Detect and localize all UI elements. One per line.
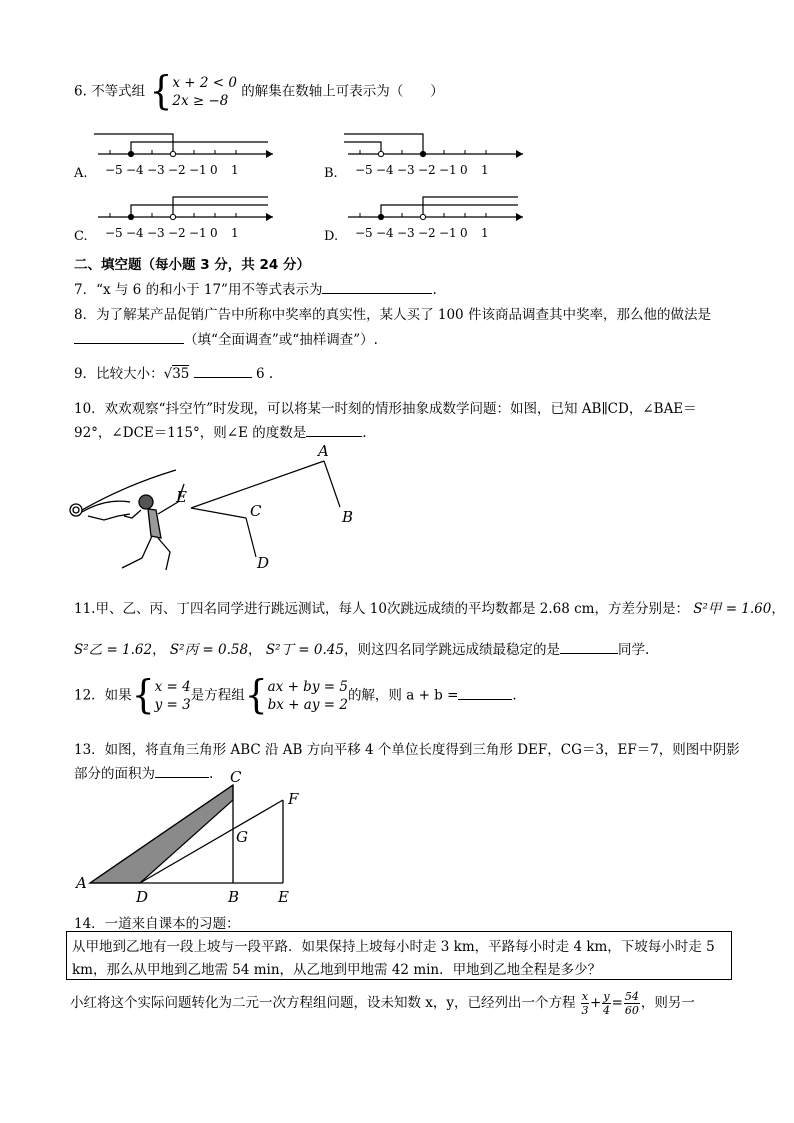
q9-pre: 9．比较大小： (74, 366, 164, 382)
tick-label: −3 (147, 163, 165, 177)
tick-label: −4 (376, 163, 394, 177)
q11-line1: 11.甲、乙、丙、丁四名同学进行跳远测试，每人 10次跳远成绩的平均数都是 2.68 cm，方差分别是： S²甲 = 1.60， (74, 601, 785, 617)
q8-answer-blank[interactable] (74, 329, 184, 344)
fraction-x-over-3 (581, 990, 589, 1017)
point-C: C (250, 502, 262, 520)
solution-ray (173, 197, 268, 217)
sqrt-sign: √ (163, 366, 173, 382)
tick-label: −1 (189, 163, 207, 177)
q12-mid: 是方程组 (190, 687, 245, 704)
axis-arrow (266, 213, 273, 221)
frac3-num: 54 (624, 990, 639, 1003)
q14-box-line2: km，那么从甲地到乙地需 54 min，从乙地到甲地需 42 min．甲地到乙地全程是多少？ (72, 962, 602, 978)
tick-label: 1 (231, 226, 239, 240)
q9-answer-blank[interactable] (194, 363, 252, 378)
tick-label: −3 (397, 226, 415, 240)
q12-solution (155, 678, 191, 714)
option-label[interactable]: B. (324, 166, 338, 181)
q12 (74, 672, 517, 718)
diabolo-player-illustration (70, 470, 184, 570)
q9-radicand: 35 (172, 366, 190, 382)
q10-line1: 10．欢欢观察“抖空竹”时发现，可以将某一时刻的情形抽象成数学问题：如图，已知 AB∥CD，∠BAE＝ (74, 401, 697, 417)
option-label[interactable]: A. (74, 166, 88, 181)
fig13-point-B: B (228, 888, 240, 906)
point-minus-4 (378, 151, 383, 156)
q7-end: . (432, 282, 437, 298)
q12-post: 的解，则 a + b = (347, 687, 459, 704)
q6-eq2: 2x ≥ −8 (172, 93, 229, 109)
tick-label: 1 (481, 163, 489, 177)
point-D: D (257, 554, 270, 572)
q13-line2-text: 部分的面积为 (74, 766, 155, 782)
q7-text: 7．“x 与 6 的和小于 17”用不等式表示为 (74, 282, 323, 298)
q10-figure (66, 440, 366, 580)
q12-pre: 12．如果 (74, 687, 132, 704)
variance-jia: S²甲 = 1.60 (693, 601, 772, 617)
solution-ray (344, 142, 381, 154)
fraction-54-over-60 (624, 990, 640, 1017)
frac1-num: x (581, 990, 589, 1003)
fig13-point-D: D (136, 888, 149, 906)
q11-text: 11.甲、乙、丙、丁四名同学进行跳远测试，每人 10次跳远成绩的平均数都是 2.68 cm，方差分别是： (74, 601, 689, 617)
section-heading: 二、填空题（每小题 3 分，共 24 分） (74, 257, 310, 273)
fig13-point-A: A (76, 874, 87, 892)
tick-label: 0 (460, 226, 468, 240)
q7-answer-blank[interactable] (322, 279, 432, 294)
point-A: A (318, 442, 329, 460)
q14-last-text: 小红将这个实际问题转化为二元一次方程组问题，设未知数 x，y，已经列出一个方程 (70, 995, 576, 1011)
tick-label: 0 (460, 163, 468, 177)
q12-sol1: x = 4 (154, 679, 191, 695)
tick-label: 1 (481, 226, 489, 240)
point-minus-4 (378, 214, 383, 219)
q7 (74, 278, 437, 298)
frac2-den: 4 (602, 1004, 610, 1017)
option-label[interactable]: D. (324, 229, 339, 244)
q10-lines (191, 461, 340, 557)
point-minus-4 (128, 151, 133, 156)
tick-label: −2 (418, 163, 436, 177)
tick-label: −1 (439, 163, 457, 177)
q9-post: 6 . (255, 366, 274, 382)
q13-line1: 13．如图，将直角三角形 ABC 沿 AB 方向平移 4 个单位长度得到三角形 DEF，CG＝3，EF＝7，则图中阴影 (74, 742, 740, 758)
tick-label: −2 (168, 226, 186, 240)
tick-label: −5 (105, 226, 123, 240)
q12-brace1: { (131, 672, 155, 718)
tick-label: 1 (231, 163, 239, 177)
point-minus-2 (420, 151, 425, 156)
q6-brace: { (149, 68, 173, 114)
q12-eq2: bx + ay = 2 (267, 697, 348, 713)
q6-pre: 不等式组 (91, 83, 146, 100)
tick-label: −3 (397, 163, 415, 177)
point-minus-2 (170, 151, 175, 156)
tick-label: −4 (376, 226, 394, 240)
tick-label: 0 (210, 163, 218, 177)
solution-ray (344, 134, 423, 154)
tick-label: 0 (210, 226, 218, 240)
variance-yi: S²乙 = 1.62 (74, 642, 153, 658)
point-E: E (176, 488, 187, 506)
number-line-option-1 (324, 122, 534, 182)
tick-label: −5 (355, 163, 373, 177)
option-label[interactable]: C. (74, 229, 88, 244)
q6-eq1: x + 2 < 0 (172, 75, 237, 91)
q6-system (172, 74, 237, 110)
fraction-y-over-4 (602, 990, 610, 1017)
frac2-num: y (603, 990, 610, 1003)
number-line-option-3 (324, 185, 534, 245)
point-minus-2 (170, 214, 175, 219)
axis-arrow (516, 213, 523, 221)
q8-line2-text: （填“全面调查”或“抽样调查”）. (184, 332, 378, 348)
fig13-point-C: C (230, 768, 242, 786)
q8-line2 (74, 328, 378, 348)
frac3-den: 60 (624, 1004, 639, 1017)
q9 (74, 362, 273, 382)
q6-number: 6. (74, 83, 87, 100)
q11-line2-text: ，则这四名同学跳远成绩最稳定的是 (343, 642, 560, 658)
tick-label: −1 (439, 226, 457, 240)
q13-end: . (209, 766, 214, 782)
tick-label: −1 (189, 226, 207, 240)
q8-line1: 8．为了解某产品促销广告中所称中奖率的真实性，某人买了 100 件该商品调查其中奖率，那么他的做法是 (74, 307, 711, 323)
q10-line2-text: 92°，∠DCE＝115°，则∠E 的度数是 (74, 425, 307, 441)
q10-answer-blank[interactable] (306, 422, 362, 437)
axis-arrow (516, 150, 523, 158)
solution-ray (423, 197, 518, 217)
q6-stem (74, 68, 444, 114)
point-B: B (342, 508, 354, 526)
q11-end: 同学. (617, 642, 650, 658)
q13-answer-blank[interactable] (155, 763, 209, 778)
q14-last: 小红将这个实际问题转化为二元一次方程组问题，设未知数 x，y，已经列出一个方程 $\frac{x}{3}$ + $\frac{y}{4}$ = $\frac{54}{60}$ ，则另一 (70, 990, 695, 1017)
q14-intro: 14．一道来自课本的习题： (74, 916, 240, 932)
q13-line2 (74, 762, 213, 782)
number-line-option-0 (74, 122, 284, 182)
fig13-point-G: G (236, 828, 248, 846)
variance-bing: S²丙 = 0.58 (169, 642, 249, 658)
tick-label: −2 (418, 226, 436, 240)
q14-last-post: ，则另一 (640, 995, 695, 1011)
tick-label: −4 (126, 163, 144, 177)
q10-end: . (362, 425, 367, 441)
q12-brace2: { (244, 672, 268, 718)
point-minus-2 (420, 214, 425, 219)
tick-label: −5 (355, 226, 373, 240)
fig13-point-F: F (288, 790, 299, 808)
frac1-den: 3 (581, 1004, 589, 1017)
q12-answer-blank[interactable] (458, 685, 512, 700)
number-line-option-2 (74, 185, 284, 245)
tick-label: −2 (168, 163, 186, 177)
q12-system (268, 678, 348, 714)
axis-arrow (266, 150, 273, 158)
fig13-point-E: E (278, 888, 289, 906)
tick-label: −4 (126, 226, 144, 240)
q14-box-line1: 从甲地到乙地有一段上坡与一段平路．如果保持上坡每小时走 3 km，平路每小时走 4 km，下坡每小时走 5 (72, 939, 715, 955)
q10-line2 (74, 421, 367, 441)
q11-line2: S²乙 = 1.62， S²丙 = 0.58， S²丁 = 0.45，则这四名同学跳远成绩最稳定的是 同学. (74, 638, 649, 658)
q11-answer-blank[interactable] (560, 639, 618, 654)
q12-eq1: ax + by = 5 (267, 679, 348, 695)
q12-sol2: y = 3 (154, 697, 191, 713)
tick-label: −5 (105, 163, 123, 177)
solution-ray (94, 134, 173, 154)
variance-ding: S²丁 = 0.45 (265, 642, 344, 658)
tick-label: −3 (147, 226, 165, 240)
point-minus-4 (128, 214, 133, 219)
q12-end: . (512, 687, 517, 704)
q6-post: 的解集在数轴上可表示为（ ） (241, 83, 444, 100)
